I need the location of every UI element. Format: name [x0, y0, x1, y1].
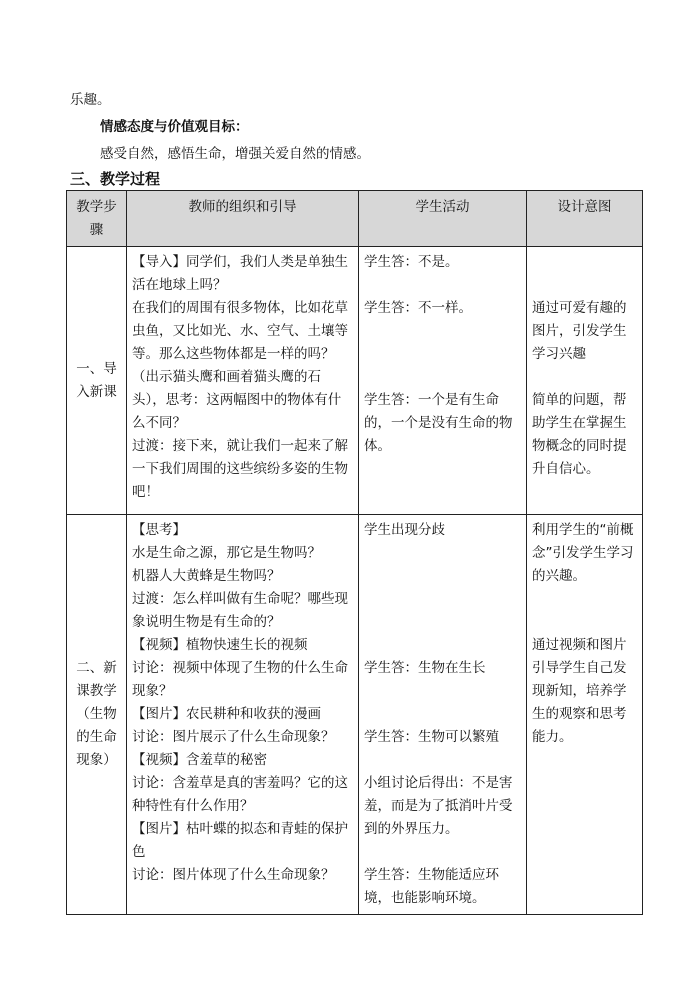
intent-line: 通过可爱有趣的图片，引发学生学习兴趣 — [532, 300, 627, 362]
teacher-line: 水是生命之源，那它是生物吗？ — [132, 545, 321, 561]
student-line: 学生答：生物在生长 — [364, 660, 486, 676]
teacher-line: 机器人大黄蜂是生物吗？ — [132, 568, 281, 584]
teacher-line: 在我们的周围有很多物体，比如花草虫鱼，又比如光、水、空气、土壤等等。那么这些物体都是一样的吗？ — [132, 300, 348, 362]
header-intent: 设计意图 — [527, 191, 643, 247]
stage-cell: 二、新课教学（生物的生命现象） — [67, 515, 127, 915]
table-row — [67, 515, 643, 915]
student-line: 小组讨论后得出：不是害羞，而是为了抵消叶片受到的外界压力。 — [364, 775, 513, 837]
teacher-line: 【图片】枯叶蝶的拟态和青蛙的保护色 — [132, 821, 348, 860]
teacher-line: 讨论：图片展示了什么生命现象？ — [132, 729, 335, 745]
intent-cell — [527, 515, 643, 915]
header-stage: 教学步骤 — [67, 191, 127, 247]
teacher-cell — [127, 515, 359, 915]
section-title: 三、教学过程 — [70, 170, 161, 188]
teacher-line: 讨论：图片体现了什么生命现象？ — [132, 867, 335, 883]
goal-text: 感受自然，感悟生命，增强关爱自然的情感。 — [100, 146, 370, 162]
teacher-line: 讨论：含羞草是真的害羞吗？它的这种特性有什么作用？ — [132, 775, 348, 814]
student-cell — [359, 247, 527, 515]
teacher-line: 过渡：怎么样叫做有生命呢？哪些现象说明生物是有生命的？ — [132, 591, 348, 630]
intent-line: 简单的问题，帮助学生在掌握生物概念的同时提升自信心。 — [532, 392, 627, 477]
student-cell — [359, 515, 527, 915]
intent-line: 利用学生的“前概念”引发学生学习的兴趣。 — [532, 522, 634, 584]
table-header-row — [67, 191, 643, 247]
student-line: 学生答：不一样。 — [364, 300, 472, 316]
teacher-line: 过渡：接下来，就让我们一起来了解一下我们周围的这些缤纷多姿的生物吧！ — [132, 438, 348, 500]
teacher-line: 【视频】植物快速生长的视频 — [132, 637, 308, 653]
student-line: 学生答：生物可以繁殖 — [364, 729, 499, 745]
student-line: 学生答：生物能适应环境，也能影响环境。 — [364, 867, 499, 906]
student-line: 学生答：不是。 — [364, 254, 459, 270]
teacher-line: 【视频】含羞草的秘密 — [132, 752, 267, 768]
teacher-line: 【图片】农民耕种和收获的漫画 — [132, 706, 321, 722]
intent-line: 通过视频和图片引导学生自己发现新知，培养学生的观察和思考能力。 — [532, 637, 627, 745]
table-row — [67, 247, 643, 515]
teacher-line: 讨论：视频中体现了生物的什么生命现象？ — [132, 660, 348, 699]
teacher-cell — [127, 247, 359, 515]
header-teacher: 教师的组织和引导 — [127, 191, 359, 247]
teacher-line: 【导入】同学们，我们人类是单独生活在地球上吗？ — [132, 254, 348, 293]
stage-cell: 一、导入新课 — [67, 247, 127, 515]
header-student: 学生活动 — [359, 191, 527, 247]
teacher-line: （出示猫头鹰和画着猫头鹰的石头），思考：这两幅图中的物体有什么不同？ — [132, 369, 342, 431]
goal-heading: 情感态度与价值观目标： — [100, 119, 249, 135]
student-line: 学生答：一个是有生命的，一个是没有生命的物体。 — [364, 392, 513, 454]
teaching-process-table — [66, 190, 643, 915]
student-line: 学生出现分歧 — [364, 522, 445, 538]
teacher-line: 【思考】 — [132, 522, 186, 538]
intent-cell — [527, 247, 643, 515]
intro-continuation: 乐趣。 — [70, 92, 111, 108]
